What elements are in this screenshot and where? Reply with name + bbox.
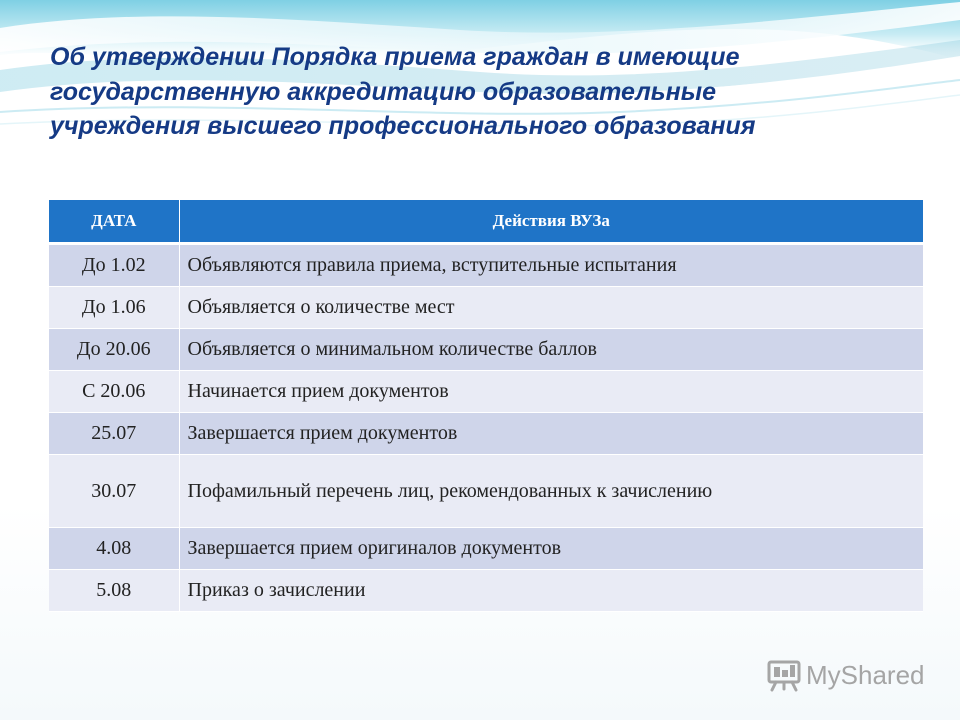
row-action: Завершается прием оригиналов документов bbox=[179, 528, 923, 570]
row-action: Пофамильный перечень лиц, рекомендованных к зачислению bbox=[179, 455, 923, 528]
table-row bbox=[49, 528, 923, 570]
row-action: Объявляется о минимальном количестве баллов bbox=[179, 329, 923, 371]
row-date: До 20.06 bbox=[49, 329, 179, 371]
table-row bbox=[49, 570, 923, 612]
slide-title: Об утверждении Порядка приема граждан в имеющие государственную аккредитацию образовательные учреждения высшего профессионального образования bbox=[50, 43, 756, 140]
row-date: До 1.06 bbox=[49, 287, 179, 329]
table-row bbox=[49, 455, 923, 528]
header-date: ДАТА bbox=[49, 200, 179, 244]
presentation-board-icon bbox=[766, 658, 802, 692]
table-row bbox=[49, 371, 923, 413]
table-row bbox=[49, 413, 923, 455]
row-action: Объявляются правила приема, вступительные испытания bbox=[179, 244, 923, 287]
admissions-timeline-table bbox=[49, 200, 923, 612]
table-row bbox=[49, 287, 923, 329]
row-action: Начинается прием документов bbox=[179, 371, 923, 413]
row-date: 30.07 bbox=[49, 455, 179, 528]
table-header-row bbox=[49, 200, 923, 244]
table-row bbox=[49, 329, 923, 371]
row-date: 25.07 bbox=[49, 413, 179, 455]
row-date: 4.08 bbox=[49, 528, 179, 570]
header-actions: Действия ВУЗа bbox=[179, 200, 923, 244]
row-date: С 20.06 bbox=[49, 371, 179, 413]
row-action: Приказ о зачислении bbox=[179, 570, 923, 612]
logo-text: MyShared bbox=[806, 659, 925, 690]
row-date: До 1.02 bbox=[49, 244, 179, 287]
table-row bbox=[49, 244, 923, 287]
row-action: Объявляется о количестве мест bbox=[179, 287, 923, 329]
row-date: 5.08 bbox=[49, 570, 179, 612]
row-action: Завершается прием документов bbox=[179, 413, 923, 455]
myshared-logo[interactable] bbox=[766, 655, 925, 695]
